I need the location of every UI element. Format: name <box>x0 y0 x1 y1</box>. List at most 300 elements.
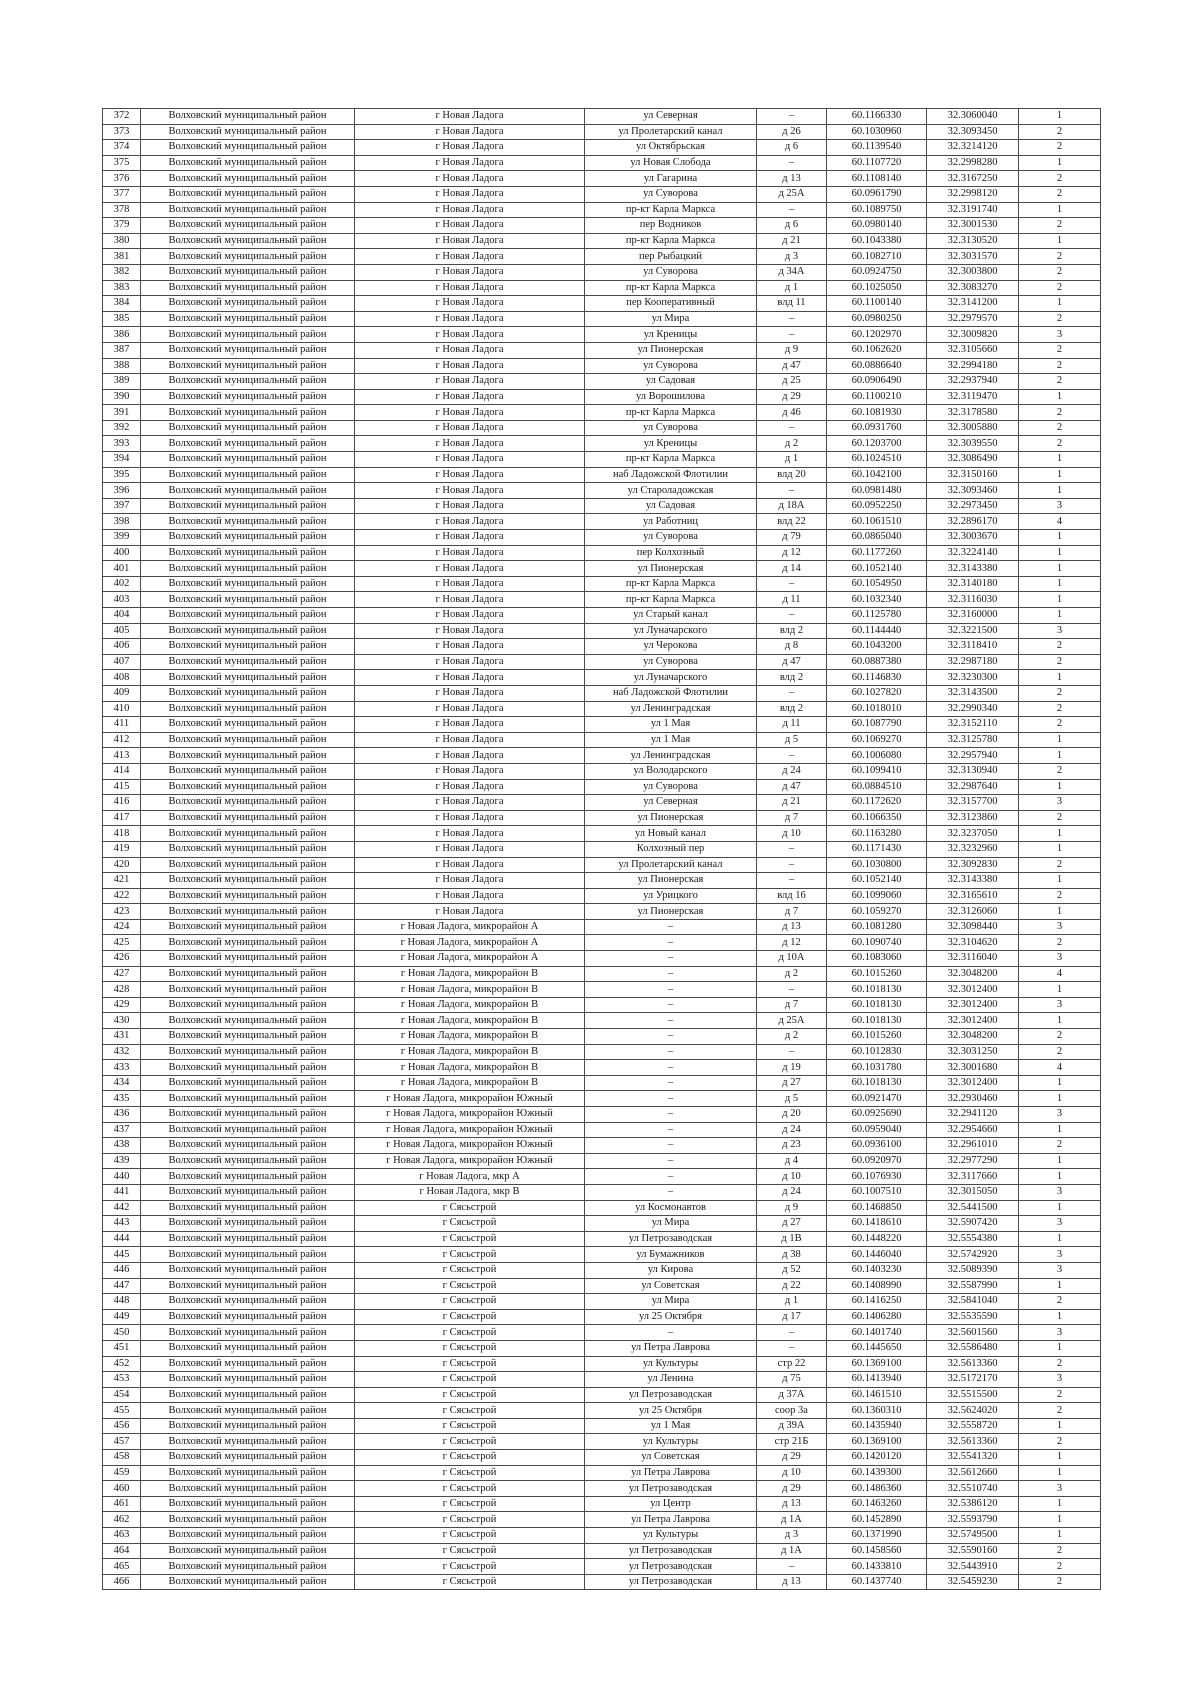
row-number: 433 <box>103 1060 141 1076</box>
table-row <box>103 514 1101 530</box>
table-row <box>103 202 1101 218</box>
house-cell: – <box>757 311 827 327</box>
locality-cell: г Сясьстрой <box>355 1465 585 1481</box>
locality-cell: г Новая Ладога <box>355 233 585 249</box>
district-cell: Волховский муниципальный район <box>141 935 355 951</box>
row-number: 421 <box>103 873 141 889</box>
count-cell: 2 <box>1019 888 1101 904</box>
street-cell: ул Урицкого <box>585 888 757 904</box>
count-cell: 1 <box>1019 1418 1101 1434</box>
latitude-cell: 60.1043200 <box>827 639 927 655</box>
locality-cell: г Новая Ладога <box>355 296 585 312</box>
street-cell: ул Суворова <box>585 186 757 202</box>
district-cell: Волховский муниципальный район <box>141 249 355 265</box>
street-cell: ул Креницы <box>585 327 757 343</box>
longitude-cell: 32.5742920 <box>927 1247 1019 1263</box>
latitude-cell: 60.1083060 <box>827 951 927 967</box>
house-cell: д 1 <box>757 1294 827 1310</box>
longitude-cell: 32.3005880 <box>927 420 1019 436</box>
latitude-cell: 60.1458560 <box>827 1543 927 1559</box>
longitude-cell: 32.2973450 <box>927 498 1019 514</box>
locality-cell: г Новая Ладога, микрорайон В <box>355 1029 585 1045</box>
table-row <box>103 327 1101 343</box>
table-row <box>103 1216 1101 1232</box>
latitude-cell: 60.1486360 <box>827 1481 927 1497</box>
latitude-cell: 60.1100210 <box>827 389 927 405</box>
district-cell: Волховский муниципальный район <box>141 982 355 998</box>
count-cell: 2 <box>1019 1044 1101 1060</box>
district-cell: Волховский муниципальный район <box>141 1216 355 1232</box>
house-cell: д 10 <box>757 1465 827 1481</box>
house-cell: д 29 <box>757 1481 827 1497</box>
locality-cell: г Новая Ладога <box>355 452 585 468</box>
row-number: 453 <box>103 1372 141 1388</box>
street-cell: ул Петрозаводская <box>585 1231 757 1247</box>
district-cell: Волховский муниципальный район <box>141 779 355 795</box>
table-row <box>103 1387 1101 1403</box>
latitude-cell: 60.1099410 <box>827 763 927 779</box>
row-number: 424 <box>103 919 141 935</box>
locality-cell: г Новая Ладога, микрорайон В <box>355 982 585 998</box>
street-cell: ул Суворова <box>585 530 757 546</box>
table-row <box>103 342 1101 358</box>
latitude-cell: 60.1418610 <box>827 1216 927 1232</box>
district-cell: Волховский муниципальный район <box>141 1029 355 1045</box>
row-number: 375 <box>103 155 141 171</box>
count-cell: 1 <box>1019 1169 1101 1185</box>
house-cell: д 5 <box>757 732 827 748</box>
district-cell: Волховский муниципальный район <box>141 327 355 343</box>
house-cell: влд 2 <box>757 623 827 639</box>
house-cell: д 3 <box>757 249 827 265</box>
locality-cell: г Сясьстрой <box>355 1262 585 1278</box>
count-cell: 1 <box>1019 1075 1101 1091</box>
count-cell: 3 <box>1019 951 1101 967</box>
count-cell: 1 <box>1019 483 1101 499</box>
street-cell: ул Мира <box>585 1294 757 1310</box>
latitude-cell: 60.1018130 <box>827 1075 927 1091</box>
locality-cell: г Новая Ладога <box>355 483 585 499</box>
locality-cell: г Сясьстрой <box>355 1325 585 1341</box>
street-cell: ул Садовая <box>585 374 757 390</box>
longitude-cell: 32.3160000 <box>927 608 1019 624</box>
latitude-cell: 60.1081280 <box>827 919 927 935</box>
row-number: 445 <box>103 1247 141 1263</box>
house-cell: – <box>757 608 827 624</box>
table-row <box>103 311 1101 327</box>
house-cell: д 21 <box>757 795 827 811</box>
house-cell: д 47 <box>757 654 827 670</box>
row-number: 409 <box>103 685 141 701</box>
house-cell: влд 11 <box>757 296 827 312</box>
locality-cell: г Новая Ладога <box>355 171 585 187</box>
table-row <box>103 420 1101 436</box>
longitude-cell: 32.3001530 <box>927 218 1019 234</box>
table-row <box>103 639 1101 655</box>
house-cell: д 38 <box>757 1247 827 1263</box>
latitude-cell: 60.1413940 <box>827 1372 927 1388</box>
longitude-cell: 32.3178580 <box>927 405 1019 421</box>
latitude-cell: 60.1439300 <box>827 1465 927 1481</box>
longitude-cell: 32.3003670 <box>927 530 1019 546</box>
row-number: 390 <box>103 389 141 405</box>
table-row <box>103 1340 1101 1356</box>
count-cell: 1 <box>1019 1450 1101 1466</box>
table-row <box>103 467 1101 483</box>
count-cell: 2 <box>1019 436 1101 452</box>
street-cell: ул Новая Слобода <box>585 155 757 171</box>
house-cell: д 22 <box>757 1278 827 1294</box>
longitude-cell: 32.2990340 <box>927 701 1019 717</box>
locality-cell: г Сясьстрой <box>355 1543 585 1559</box>
count-cell: 1 <box>1019 748 1101 764</box>
district-cell: Волховский муниципальный район <box>141 1403 355 1419</box>
latitude-cell: 60.1437740 <box>827 1574 927 1590</box>
street-cell: ул Петрозаводская <box>585 1574 757 1590</box>
row-number: 446 <box>103 1262 141 1278</box>
row-number: 386 <box>103 327 141 343</box>
longitude-cell: 32.5535590 <box>927 1309 1019 1325</box>
table-row <box>103 1528 1101 1544</box>
house-cell: – <box>757 841 827 857</box>
row-number: 466 <box>103 1574 141 1590</box>
district-cell: Волховский муниципальный район <box>141 1278 355 1294</box>
street-cell: ул Петрозаводская <box>585 1559 757 1575</box>
house-cell: – <box>757 1325 827 1341</box>
house-cell: д 34А <box>757 264 827 280</box>
row-number: 437 <box>103 1122 141 1138</box>
longitude-cell: 32.3093450 <box>927 124 1019 140</box>
table-row <box>103 296 1101 312</box>
count-cell: 1 <box>1019 202 1101 218</box>
locality-cell: г Новая Ладога <box>355 904 585 920</box>
house-cell: д 17 <box>757 1309 827 1325</box>
count-cell: 2 <box>1019 1387 1101 1403</box>
count-cell: 1 <box>1019 530 1101 546</box>
street-cell: ул Володарского <box>585 763 757 779</box>
table-row <box>103 155 1101 171</box>
district-cell: Волховский муниципальный район <box>141 311 355 327</box>
table-row <box>103 1044 1101 1060</box>
row-number: 400 <box>103 545 141 561</box>
longitude-cell: 32.2896170 <box>927 514 1019 530</box>
district-cell: Волховский муниципальный район <box>141 1107 355 1123</box>
district-cell: Волховский муниципальный район <box>141 966 355 982</box>
locality-cell: г Сясьстрой <box>355 1340 585 1356</box>
locality-cell: г Новая Ладога <box>355 374 585 390</box>
count-cell: 2 <box>1019 685 1101 701</box>
district-cell: Волховский муниципальный район <box>141 623 355 639</box>
district-cell: Волховский муниципальный район <box>141 1184 355 1200</box>
table-row <box>103 530 1101 546</box>
table-row <box>103 685 1101 701</box>
street-cell: ул Советская <box>585 1278 757 1294</box>
count-cell: 2 <box>1019 1403 1101 1419</box>
count-cell: 1 <box>1019 1465 1101 1481</box>
count-cell: 1 <box>1019 1091 1101 1107</box>
longitude-cell: 32.3012400 <box>927 1013 1019 1029</box>
street-cell: ул Петра Лаврова <box>585 1512 757 1528</box>
table-row <box>103 1075 1101 1091</box>
latitude-cell: 60.1043380 <box>827 233 927 249</box>
count-cell: 1 <box>1019 670 1101 686</box>
latitude-cell: 60.1401740 <box>827 1325 927 1341</box>
table-row <box>103 1153 1101 1169</box>
longitude-cell: 32.5089390 <box>927 1262 1019 1278</box>
table-row <box>103 1013 1101 1029</box>
district-cell: Волховский муниципальный район <box>141 670 355 686</box>
row-number: 383 <box>103 280 141 296</box>
latitude-cell: 60.1202970 <box>827 327 927 343</box>
locality-cell: г Новая Ладога <box>355 498 585 514</box>
row-number: 443 <box>103 1216 141 1232</box>
locality-cell: г Новая Ладога <box>355 561 585 577</box>
row-number: 374 <box>103 140 141 156</box>
latitude-cell: 60.1032340 <box>827 592 927 608</box>
count-cell: 1 <box>1019 1231 1101 1247</box>
table-row <box>103 1262 1101 1278</box>
table-row <box>103 717 1101 733</box>
street-cell: – <box>585 1029 757 1045</box>
house-cell: д 79 <box>757 530 827 546</box>
district-cell: Волховский муниципальный район <box>141 997 355 1013</box>
district-cell: Волховский муниципальный район <box>141 701 355 717</box>
house-cell: д 11 <box>757 592 827 608</box>
house-cell: д 25 <box>757 374 827 390</box>
latitude-cell: 60.1069270 <box>827 732 927 748</box>
district-cell: Волховский муниципальный район <box>141 109 355 125</box>
street-cell: – <box>585 1184 757 1200</box>
row-number: 384 <box>103 296 141 312</box>
locality-cell: г Новая Ладога <box>355 467 585 483</box>
longitude-cell: 32.5841040 <box>927 1294 1019 1310</box>
row-number: 428 <box>103 982 141 998</box>
count-cell: 3 <box>1019 1481 1101 1497</box>
street-cell: ул Октябрьская <box>585 140 757 156</box>
district-cell: Волховский муниципальный район <box>141 436 355 452</box>
district-cell: Волховский муниципальный район <box>141 545 355 561</box>
district-cell: Волховский муниципальный район <box>141 1122 355 1138</box>
latitude-cell: 60.1054950 <box>827 576 927 592</box>
longitude-cell: 32.3230300 <box>927 670 1019 686</box>
district-cell: Волховский муниципальный район <box>141 218 355 234</box>
locality-cell: г Новая Ладога, микрорайон А <box>355 919 585 935</box>
count-cell: 3 <box>1019 795 1101 811</box>
longitude-cell: 32.2954660 <box>927 1122 1019 1138</box>
row-number: 411 <box>103 717 141 733</box>
house-cell: влд 16 <box>757 888 827 904</box>
house-cell: д 75 <box>757 1372 827 1388</box>
latitude-cell: 60.0931760 <box>827 420 927 436</box>
locality-cell: г Сясьстрой <box>355 1574 585 1590</box>
locality-cell: г Сясьстрой <box>355 1434 585 1450</box>
row-number: 449 <box>103 1309 141 1325</box>
district-cell: Волховский муниципальный район <box>141 358 355 374</box>
district-cell: Волховский муниципальный район <box>141 732 355 748</box>
longitude-cell: 32.5613360 <box>927 1356 1019 1372</box>
house-cell: д 20 <box>757 1107 827 1123</box>
locality-cell: г Новая Ладога, микрорайон В <box>355 966 585 982</box>
row-number: 403 <box>103 592 141 608</box>
locality-cell: г Сясьстрой <box>355 1216 585 1232</box>
latitude-cell: 60.1125780 <box>827 608 927 624</box>
district-cell: Волховский муниципальный район <box>141 405 355 421</box>
row-number: 464 <box>103 1543 141 1559</box>
longitude-cell: 32.3048200 <box>927 966 1019 982</box>
count-cell: 2 <box>1019 374 1101 390</box>
street-cell: ул Советская <box>585 1450 757 1466</box>
locality-cell: г Новая Ладога <box>355 732 585 748</box>
longitude-cell: 32.3214120 <box>927 140 1019 156</box>
longitude-cell: 32.3119470 <box>927 389 1019 405</box>
locality-cell: г Новая Ладога <box>355 873 585 889</box>
row-number: 389 <box>103 374 141 390</box>
count-cell: 2 <box>1019 1029 1101 1045</box>
locality-cell: г Новая Ладога <box>355 763 585 779</box>
locality-cell: г Новая Ладога <box>355 888 585 904</box>
locality-cell: г Сясьстрой <box>355 1418 585 1434</box>
locality-cell: г Новая Ладога, микрорайон В <box>355 997 585 1013</box>
locality-cell: г Новая Ладога <box>355 810 585 826</box>
longitude-cell: 32.3039550 <box>927 436 1019 452</box>
count-cell: 2 <box>1019 420 1101 436</box>
count-cell: 3 <box>1019 327 1101 343</box>
row-number: 412 <box>103 732 141 748</box>
table-row <box>103 1434 1101 1450</box>
table-row <box>103 545 1101 561</box>
longitude-cell: 32.2937940 <box>927 374 1019 390</box>
count-cell: 3 <box>1019 1247 1101 1263</box>
latitude-cell: 60.1403230 <box>827 1262 927 1278</box>
street-cell: ул 1 Мая <box>585 1418 757 1434</box>
latitude-cell: 60.1369100 <box>827 1356 927 1372</box>
locality-cell: г Новая Ладога, мкр А <box>355 1169 585 1185</box>
locality-cell: г Новая Ладога <box>355 779 585 795</box>
table-row <box>103 1574 1101 1590</box>
longitude-cell: 32.5613360 <box>927 1434 1019 1450</box>
row-number: 413 <box>103 748 141 764</box>
house-cell: д 5 <box>757 1091 827 1107</box>
latitude-cell: 60.0961790 <box>827 186 927 202</box>
row-number: 462 <box>103 1512 141 1528</box>
count-cell: 2 <box>1019 1543 1101 1559</box>
street-cell: ул Пионерская <box>585 561 757 577</box>
count-cell: 4 <box>1019 966 1101 982</box>
locality-cell: г Новая Ладога <box>355 623 585 639</box>
longitude-cell: 32.3048200 <box>927 1029 1019 1045</box>
count-cell: 2 <box>1019 358 1101 374</box>
district-cell: Волховский муниципальный район <box>141 1559 355 1575</box>
longitude-cell: 32.3143380 <box>927 561 1019 577</box>
district-cell: Волховский муниципальный район <box>141 763 355 779</box>
table-row <box>103 1418 1101 1434</box>
latitude-cell: 60.1031780 <box>827 1060 927 1076</box>
longitude-cell: 32.3165610 <box>927 888 1019 904</box>
locality-cell: г Новая Ладога <box>355 545 585 561</box>
count-cell: 2 <box>1019 1559 1101 1575</box>
latitude-cell: 60.0980140 <box>827 218 927 234</box>
house-cell: д 10 <box>757 826 827 842</box>
locality-cell: г Новая Ладога <box>355 639 585 655</box>
house-cell: д 24 <box>757 763 827 779</box>
count-cell: 2 <box>1019 311 1101 327</box>
table-row <box>103 405 1101 421</box>
longitude-cell: 32.3003800 <box>927 264 1019 280</box>
house-cell: влд 22 <box>757 514 827 530</box>
street-cell: ул Бумажников <box>585 1247 757 1263</box>
locality-cell: г Сясьстрой <box>355 1528 585 1544</box>
row-number: 392 <box>103 420 141 436</box>
house-cell: д 46 <box>757 405 827 421</box>
row-number: 393 <box>103 436 141 452</box>
locality-cell: г Новая Ладога <box>355 124 585 140</box>
longitude-cell: 32.3009820 <box>927 327 1019 343</box>
house-cell: стр 21Б <box>757 1434 827 1450</box>
latitude-cell: 60.1166330 <box>827 109 927 125</box>
street-cell: ул Суворова <box>585 264 757 280</box>
street-cell: пр-кт Карла Маркса <box>585 202 757 218</box>
longitude-cell: 32.2979570 <box>927 311 1019 327</box>
table-row <box>103 483 1101 499</box>
longitude-cell: 32.3093460 <box>927 483 1019 499</box>
longitude-cell: 32.3031570 <box>927 249 1019 265</box>
table-row <box>103 358 1101 374</box>
locality-cell: г Новая Ладога <box>355 140 585 156</box>
district-cell: Волховский муниципальный район <box>141 1512 355 1528</box>
table-row <box>103 452 1101 468</box>
latitude-cell: 60.1027820 <box>827 685 927 701</box>
latitude-cell: 60.1018130 <box>827 997 927 1013</box>
count-cell: 1 <box>1019 1013 1101 1029</box>
longitude-cell: 32.3001680 <box>927 1060 1019 1076</box>
longitude-cell: 32.3221500 <box>927 623 1019 639</box>
house-cell: д 52 <box>757 1262 827 1278</box>
count-cell: 2 <box>1019 1356 1101 1372</box>
street-cell: ул Ленина <box>585 1372 757 1388</box>
latitude-cell: 60.1030800 <box>827 857 927 873</box>
longitude-cell: 32.2994180 <box>927 358 1019 374</box>
table-row <box>103 436 1101 452</box>
count-cell: 2 <box>1019 218 1101 234</box>
latitude-cell: 60.0920970 <box>827 1153 927 1169</box>
count-cell: 2 <box>1019 639 1101 655</box>
count-cell: 1 <box>1019 592 1101 608</box>
locality-cell: г Новая Ладога, микрорайон Южный <box>355 1107 585 1123</box>
longitude-cell: 32.2941120 <box>927 1107 1019 1123</box>
count-cell: 2 <box>1019 280 1101 296</box>
house-cell: д 47 <box>757 358 827 374</box>
longitude-cell: 32.2998280 <box>927 155 1019 171</box>
street-cell: ул Петра Лаврова <box>585 1340 757 1356</box>
latitude-cell: 60.1024510 <box>827 452 927 468</box>
count-cell: 2 <box>1019 701 1101 717</box>
district-cell: Волховский муниципальный район <box>141 1574 355 1590</box>
table-row <box>103 1231 1101 1247</box>
longitude-cell: 32.5515500 <box>927 1387 1019 1403</box>
table-row <box>103 561 1101 577</box>
locality-cell: г Новая Ладога, мкр В <box>355 1184 585 1200</box>
table-row <box>103 1496 1101 1512</box>
house-cell: д 13 <box>757 1574 827 1590</box>
longitude-cell: 32.5612660 <box>927 1465 1019 1481</box>
locality-cell: г Новая Ладога <box>355 311 585 327</box>
district-cell: Волховский муниципальный район <box>141 1294 355 1310</box>
house-cell: – <box>757 748 827 764</box>
latitude-cell: 60.1146830 <box>827 670 927 686</box>
table-row <box>103 1294 1101 1310</box>
house-cell: – <box>757 1559 827 1575</box>
latitude-cell: 60.1015260 <box>827 1029 927 1045</box>
